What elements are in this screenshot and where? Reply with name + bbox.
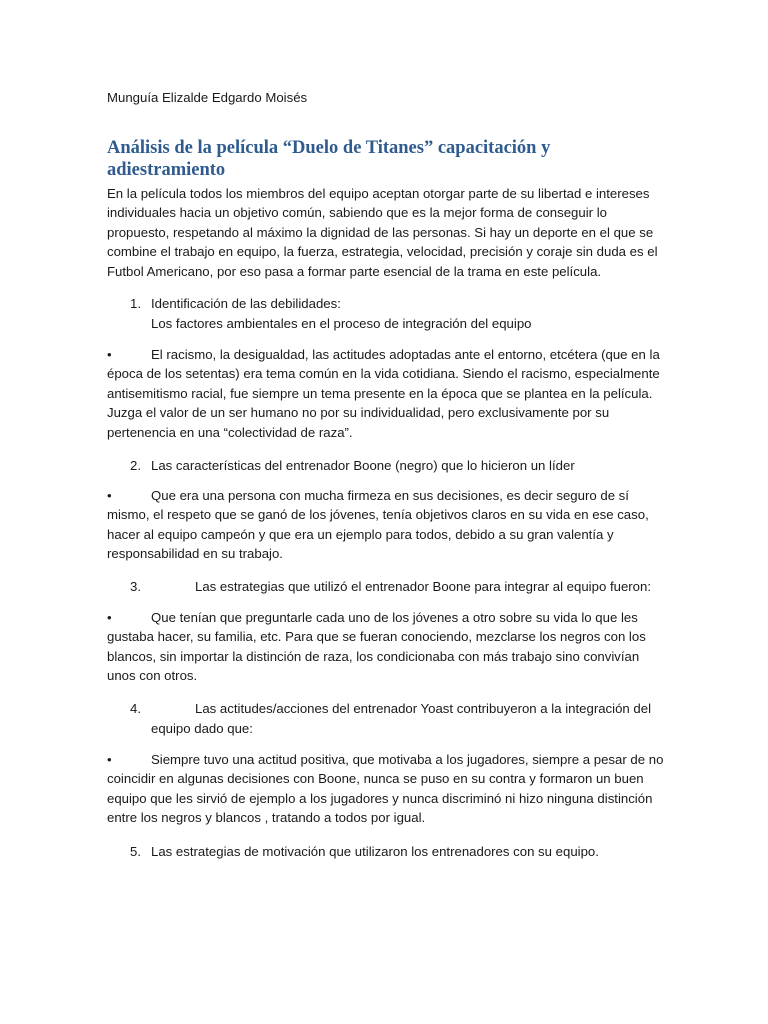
section-4-title-continued: equipo dado que: (151, 721, 253, 736)
section-3-title: Las estrategias que utilizó el entrenador Boone para integrar al equipo fueron: (195, 579, 652, 594)
section-3-body: Que tenían que preguntarle cada uno de los jóvenes a otro sobre su vida lo que les gustaba hacer, su familia, etc. Para que se fueran conociendo, mezclarse los negros con los blancos, sin importar la distinción de raza, los condicionaba con más trabajo sino convivían unos con otros. (107, 610, 646, 684)
bullet-glyph: • (107, 347, 112, 362)
author-name: Munguía Elizalde Edgardo Moisés (107, 90, 308, 105)
bullet-glyph: • (107, 488, 112, 503)
section-5-title: Las estrategias de motivación que utilizaron los entrenadores con su equipo. (151, 844, 599, 859)
section-1-body: El racismo, la desigualdad, las actitudes adoptadas ante el entorno, etcétera (que en la época de los setentas) era tema común en la vida cotidiana. Siendo el racismo, especialmente antisemitismo racial, fue siempre un tema presente en la época que se plantea en la película. Juzga el valor de un ser humano no por su individualidad, pero exclusivamente por su pertenencia en una “colectividad de raza”. (107, 347, 660, 440)
section-3-bullet-paragraph (107, 608, 667, 686)
section-1-subtitle: Los factores ambientales en el proceso de integración del equipo (151, 316, 532, 331)
intro-paragraph: En la película todos los miembros del equipo aceptan otorgar parte de su libertad e intereses individuales hacia un objetivo común, sabiendo que es la mejor forma de conseguir lo propuesto, respetando al máximo la dignidad de las personas. Si hay un deporte en el que se combine el trabajo en equipo, la fuerza, estrategia, velocidad, precisión y coraje sin duda es el Futbol Americano, por eso pasa a formar parte esencial de la trama en este película. (107, 186, 658, 279)
section-2-title: Las características del entrenador Boone (negro) que lo hicieron un líder (151, 458, 575, 473)
section-1-title: Identificación de las debilidades: (151, 296, 341, 311)
bullet-glyph: • (107, 610, 112, 625)
section-4-bullet-paragraph (107, 750, 667, 828)
section-4-body: Siempre tuvo una actitud positiva, que motivaba a los jugadores, siempre a pesar de no coincidir en algunas decisiones con Boone, nunca se puso en su contra y formaron un buen equipo que les sirvió de ejemplo a los jugadores y nunca discriminó ni hizo ninguna distinción entre los negros y blancos , tratando a todos por igual. (107, 752, 664, 826)
document-title: Análisis de la película “Duelo de Titanes” capacitación y adiestramiento (107, 138, 551, 180)
section-4-title: Las actitudes/acciones del entrenador Yoast contribuyeron a la integración del (195, 701, 652, 716)
bullet-glyph: • (107, 752, 112, 767)
section-3-number: 3. (130, 579, 141, 594)
section-1-number: 1. (130, 296, 141, 311)
section-2-number: 2. (130, 458, 141, 473)
section-2-body: Que era una persona con mucha firmeza en sus decisiones, es decir seguro de sí mismo, el respeto que se ganó de los jóvenes, tenía objetivos claros en su vida en ese caso, hacer al equipo campeón y que era un ejemplo para todos, debido a su gran valentía y responsabilidad en su trabajo. (107, 488, 649, 562)
section-4-number: 4. (130, 701, 141, 716)
section-1-bullet-paragraph (107, 345, 667, 442)
section-5-number: 5. (130, 844, 141, 859)
section-2-bullet-paragraph (107, 486, 667, 564)
